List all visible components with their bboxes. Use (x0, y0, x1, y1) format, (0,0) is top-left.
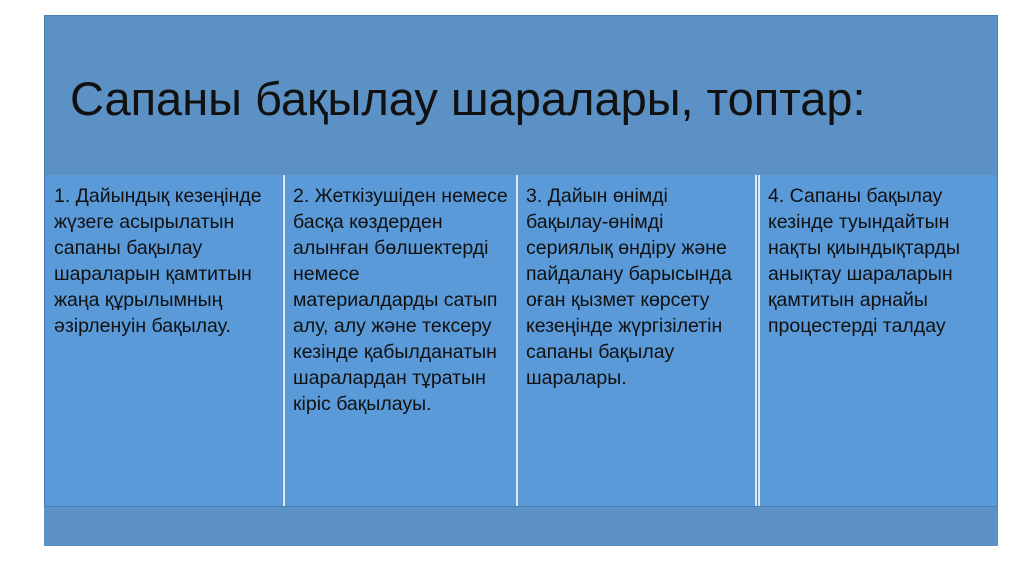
group-text-1: 1. Дайындық кезеңінде жүзеге асырылатын сапаны бақылау шараларын қамтитын жаңа құрылымның әзірленуін бақылау. (54, 185, 262, 337)
group-column-3 (518, 175, 755, 506)
group-column-2 (285, 175, 516, 506)
group-text-4: 4. Сапаны бақылау кезінде туындайтын нақты қиындықтарды анықтау шараларын қамтитын арнайы процестерді талдау (768, 185, 960, 337)
group-text-2: 2. Жеткізушіден немесе басқа көздерден алынған бөлшектерді немесе материалдарды сатып алу, алу және тексеру кезінде қабылданатын шаралардан тұратын кіріс бақылауы. (293, 185, 508, 415)
title-bar (44, 15, 998, 173)
group-column-1 (46, 175, 282, 506)
slide-title: Сапаны бақылау шаралары, топтар: (70, 71, 866, 125)
footer-band (44, 506, 998, 546)
group-column-4 (760, 175, 997, 506)
group-text-3: 3. Дайын өнімді бақылау-өнімді сериялық өндіру және пайдалану барысында оған қызмет көрсету кезеңінде жүргізілетін сапаны бақылау шаралары. (526, 185, 732, 389)
column-divider (755, 175, 757, 506)
